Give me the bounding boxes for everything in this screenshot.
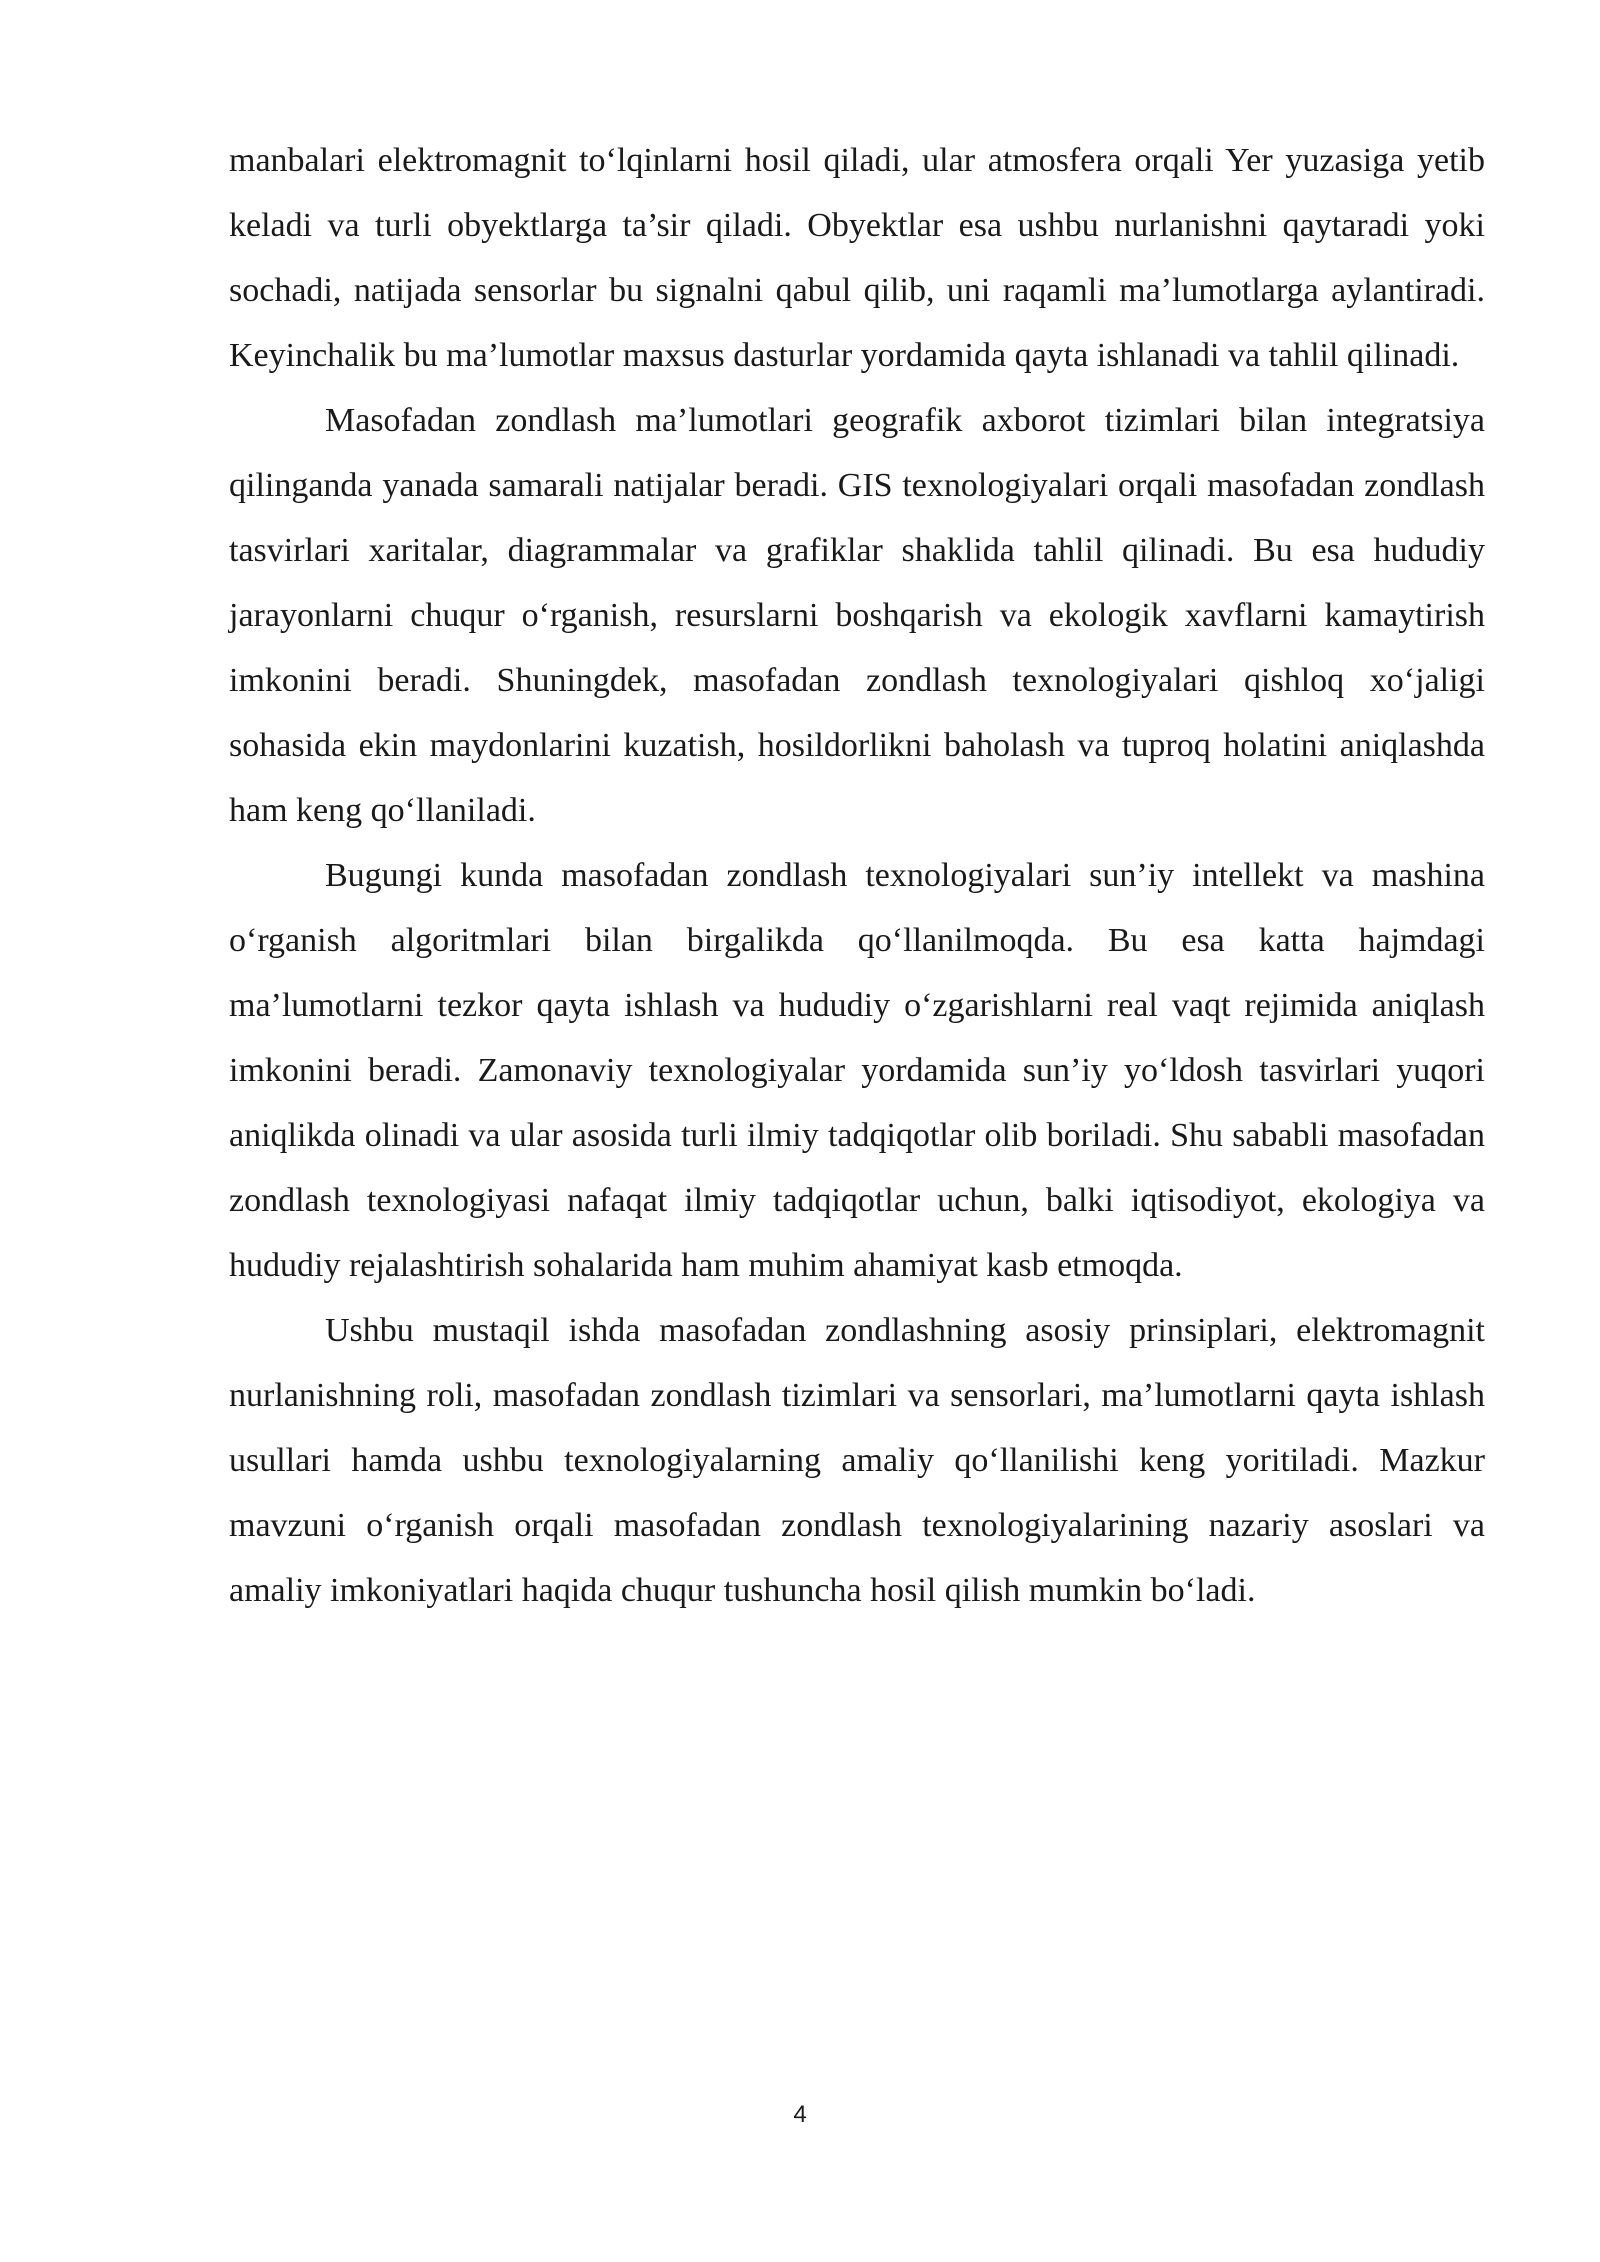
paragraph-1: manbalari elektromagnit to‘lqinlarni hosil qiladi, ular atmosfera orqali Yer yuzasiga yetib keladi va turli obyektlarga ta’sir qiladi. Obyektlar esa ushbu nurlanishni qaytaradi yoki sochadi, natijada sensorlar bu signalni qabul qilib, uni raqamli ma’lumotlarga aylantiradi. Keyinchalik bu ma’lumotlar maxsus dasturlar yordamida qayta ishlanadi va tahlil qilinadi. [229, 142, 1485, 374]
document-body [229, 128, 1485, 1623]
paragraph-2: Masofadan zondlash ma’lumotlari geografik axborot tizimlari bilan integratsiya qilinganda yanada samarali natijalar beradi. GIS texnologiyalari orqali masofadan zondlash tasvirlari xaritalar, diagrammalar va grafiklar shaklida tahlil qilinadi. Bu esa hududiy jarayonlarni chuqur o‘rganish, resurslarni boshqarish va ekologik xavflarni kamaytirish imkonini beradi. Shuningdek, masofadan zondlash texnologiyalari qishloq xo‘jaligi sohasida ekin maydonlarini kuzatish, hosildorlikni baholash va tuproq holatini aniqlashda ham keng qo‘llaniladi. [229, 402, 1485, 829]
page-number: 4 [793, 2101, 807, 2128]
paragraph-3: Bugungi kunda masofadan zondlash texnologiyalari sun’iy intellekt va mashina o‘rganish algoritmlari bilan birgalikda qo‘llanilmoqda. Bu esa katta hajmdagi ma’lumotlarni tezkor qayta ishlash va hududiy o‘zgarishlarni real vaqt rejimida aniqlash imkonini beradi. Zamonaviy texnologiyalar yordamida sun’iy yo‘ldosh tasvirlari yuqori aniqlikda olinadi va ular asosida turli ilmiy tadqiqotlar olib boriladi. Shu sababli masofadan zondlash texnologiyasi nafaqat ilmiy tadqiqotlar uchun, balki iqtisodiyot, ekologiya va hududiy rejalashtirish sohalarida ham muhim ahamiyat kasb etmoqda. [229, 857, 1485, 1284]
paragraph-4: Ushbu mustaqil ishda masofadan zondlashning asosiy prinsiplari, elektromagnit nurlanishning roli, masofadan zondlash tizimlari va sensorlari, ma’lumotlarni qayta ishlash usullari hamda ushbu texnologiyalarning amaliy qo‘llanilishi keng yoritiladi. Mazkur mavzuni o‘rganish orqali masofadan zondlash texnologiyalarining nazariy asoslari va amaliy imkoniyatlari haqida chuqur tushuncha hosil qilish mumkin bo‘ladi. [229, 1312, 1485, 1609]
